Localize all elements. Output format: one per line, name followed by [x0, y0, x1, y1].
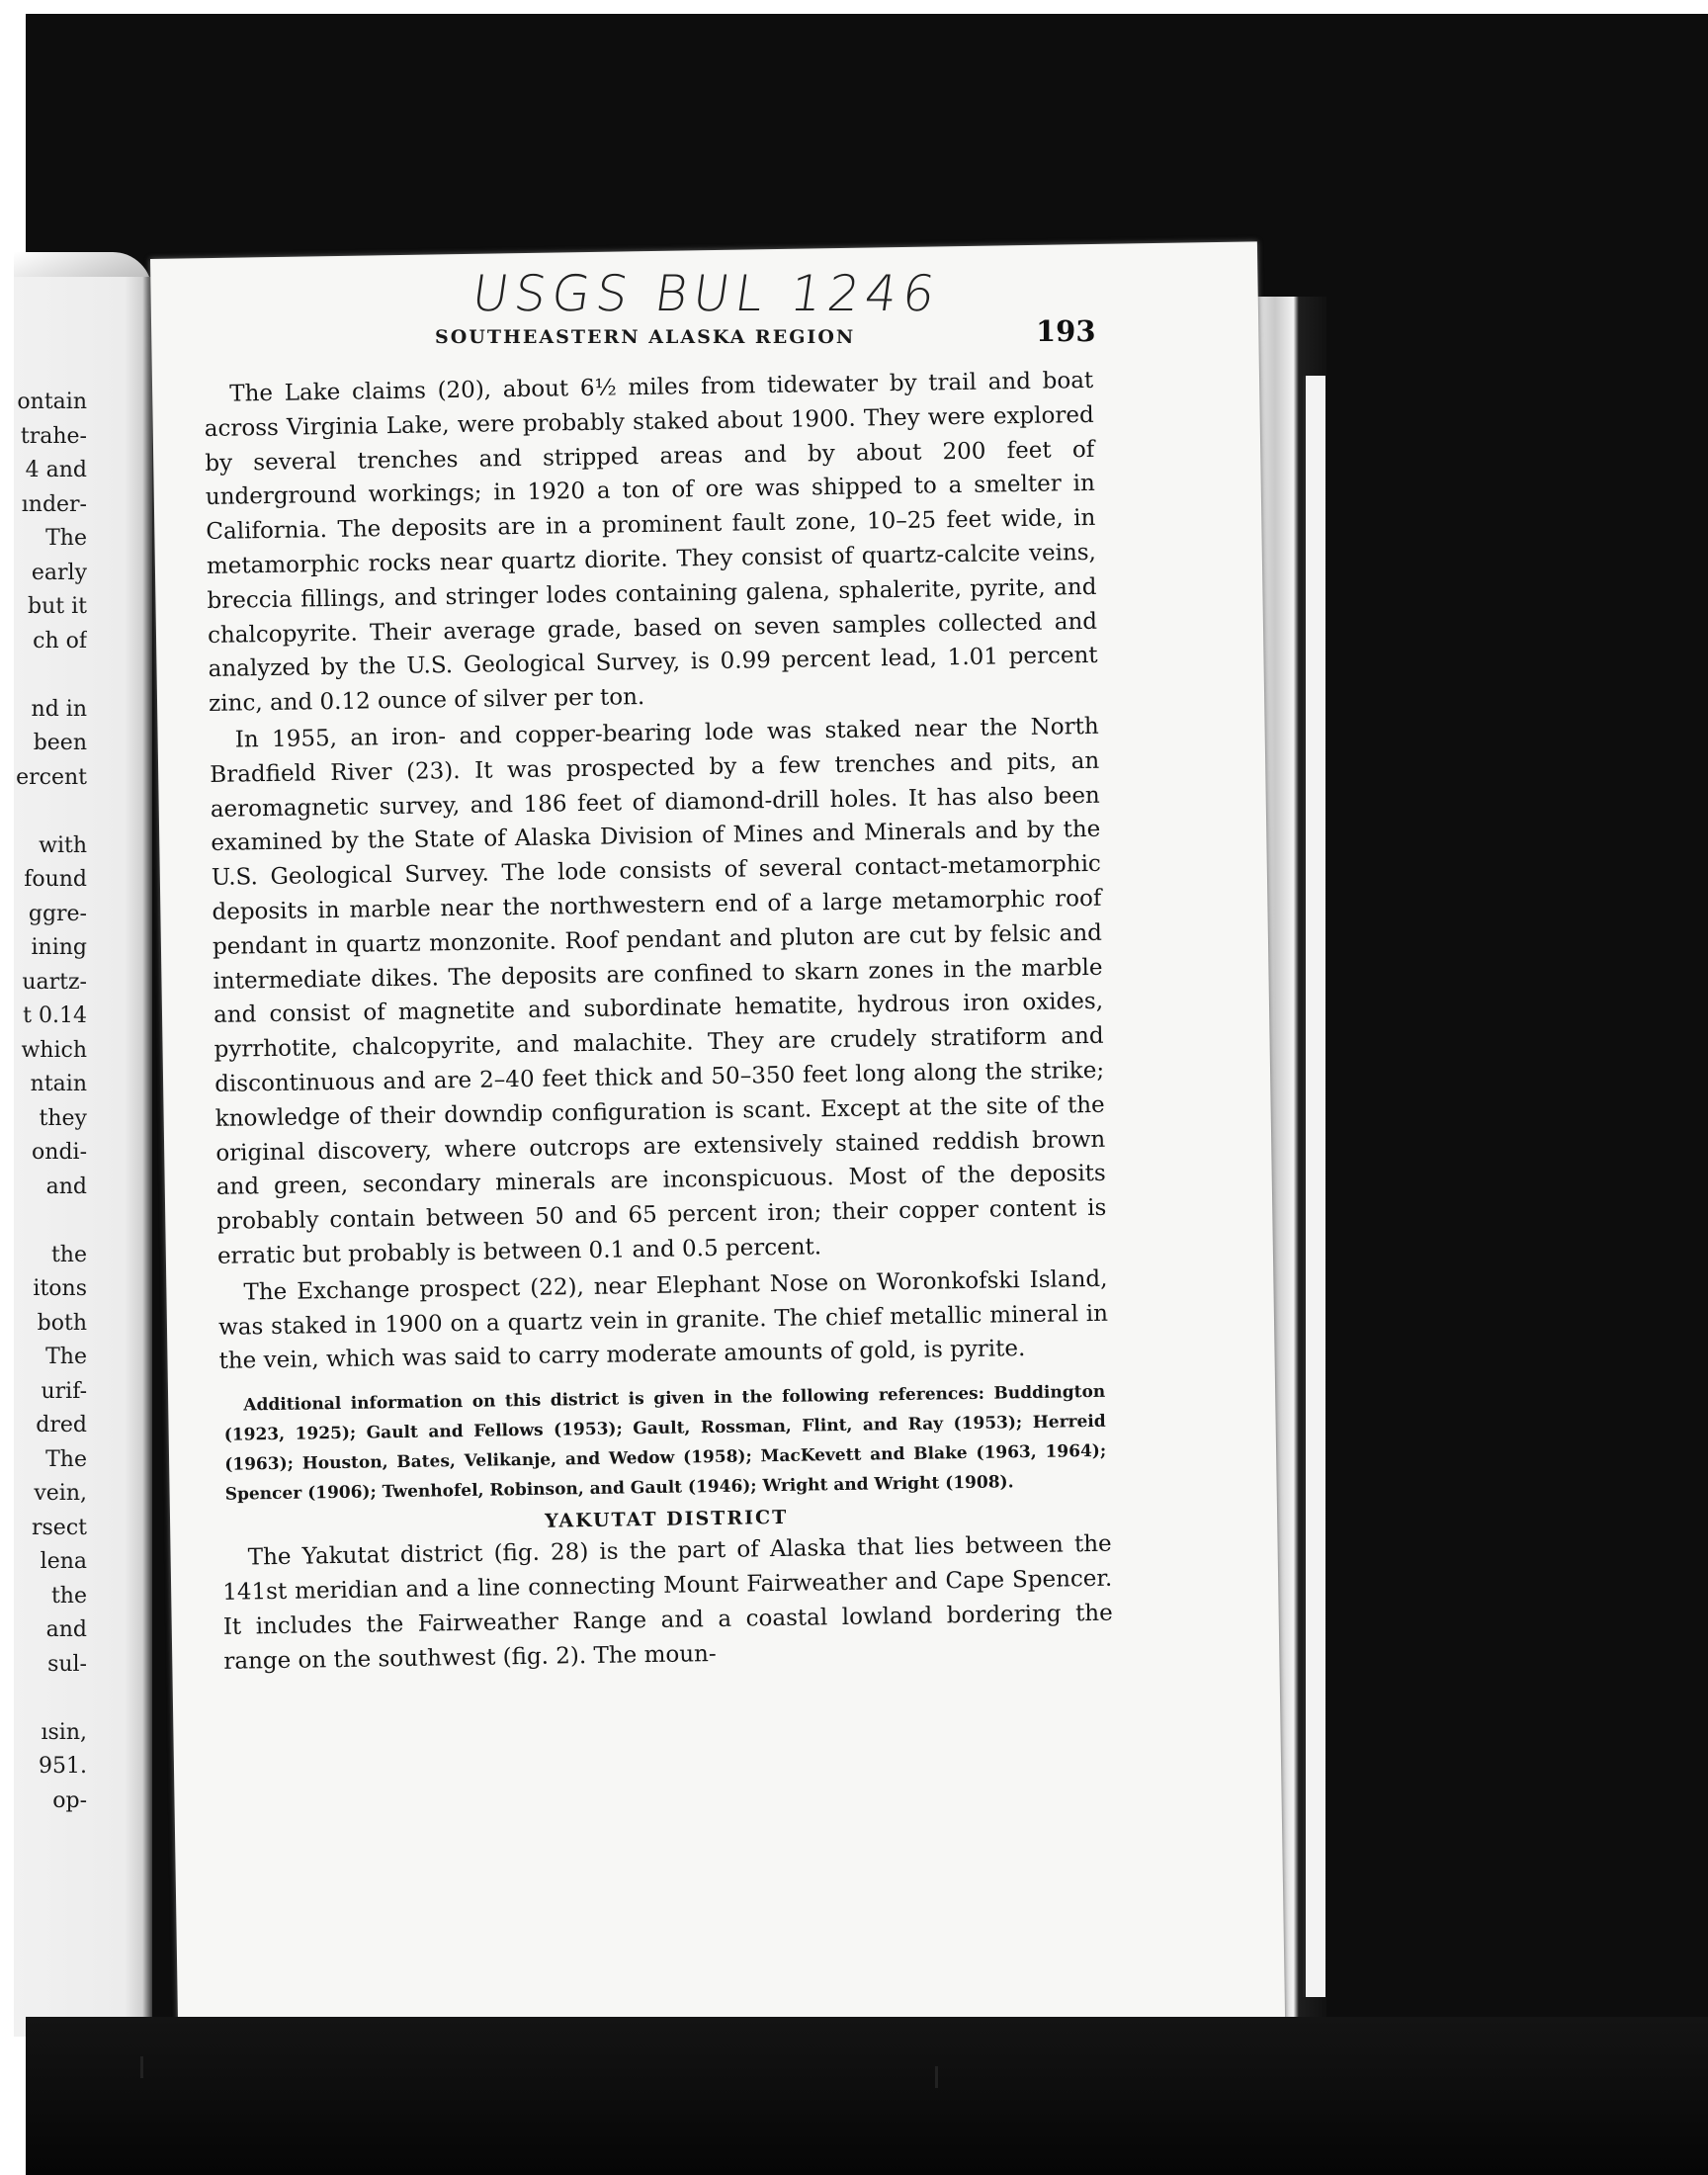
paragraph-exchange-prospect: The Exchange prospect (22), near Elephant Nose on Woronkofski Island, was staked in 1900 on a quartz vein in granite. The chief metallic mineral in the vein, which was said to carry moderate amounts of gold, is pyrite. — [217, 1265, 1109, 1375]
left-page-fragment: ısin, — [41, 1719, 87, 1745]
paragraph-lake-claims: The Lake claims (20), about 6½ miles from tidewater by trail and boat across Virginia Lake, were probably staked about 1900. They were explored by several trenches and stripped areas and by about 200 feet of underground workings; in 1920 a ton of ore was shipped to a smelter in California. The deposits are in a prominent fault zone, 10–25 feet wide, in metamorphic rocks near quartz diorite. They consist of quartz-calcite veins, breccia fillings, and stringer lodes containing galena, sphalerite, pyrite, and chalcopyrite. Their average grade, based on seven samples collected and analyzed by the U.S. Geological Survey, is 0.99 percent lead, 1.01 percent zinc, and 0.12 ounce of silver per ton. — [204, 367, 1098, 718]
left-page-fragment: The — [45, 526, 87, 551]
paragraph-yakutat-district: The Yakutat district (fig. 28) is the part of Alaska that lies between the 141st meridian and a line connecting Mount Fairweather and Cape Spencer. It includes the Fairweather Range and a coastal lowland bordering the range on the southwest (fig. 2). The moun- — [222, 1530, 1113, 1675]
left-page-fragment: with — [39, 832, 87, 858]
left-page-fragment — [16, 1204, 87, 1239]
left-page-fragment: ercent — [16, 764, 87, 790]
page-body — [204, 364, 1114, 1679]
left-page-text-fragments — [16, 386, 87, 1818]
left-page-fragment — [16, 1682, 87, 1716]
left-page-fragment: sul- — [47, 1651, 87, 1677]
left-page-fragment: nd in — [31, 696, 87, 722]
left-page-fragment: vein, — [34, 1481, 87, 1506]
left-page-fragment: ntain — [30, 1072, 87, 1096]
left-page-fragment: ınder- — [21, 491, 87, 517]
references-note: Additional information on this district is given in the following references: Buddington (1923, 1925); Gault and Fellows (1953); Gault, Rossman, Flint, and Ray (1953); Herreid (1963); Houston, Bates, Velikanje, and Wedow (1958); MacKevett and Blake (1963, 1964); Spencer (1906); Twenhofel, Robinson, and Gault (1946); Wright and Wright (1908). — [223, 1381, 1107, 1505]
back-page-strip — [1303, 376, 1325, 1997]
scan-mark — [935, 2066, 938, 2088]
left-page-fragment: both — [37, 1310, 87, 1336]
page-number: 193 — [1036, 314, 1096, 348]
left-page-fragment: been — [33, 731, 87, 755]
left-page-fragment: 4 and — [25, 458, 87, 482]
left-page-fragment — [16, 795, 87, 829]
section-heading: YAKUTAT DISTRICT — [544, 1506, 789, 1532]
left-page-fragment: lena — [40, 1549, 87, 1574]
left-page-fragment: the — [50, 1242, 87, 1267]
left-page-fragment: rsect — [32, 1515, 87, 1540]
left-page-fragment: uartz- — [22, 969, 87, 995]
left-page-fragment: found — [24, 867, 87, 892]
left-page-fragment: op- — [52, 1787, 87, 1813]
left-page-fragment: The — [45, 1446, 87, 1472]
left-page-fragment: the — [50, 1583, 87, 1609]
left-page-fragment: ining — [31, 935, 87, 960]
left-page-fragment: t 0.14 — [23, 1003, 87, 1028]
left-page-fragment: urif- — [41, 1378, 87, 1404]
left-page-fragment: ggre- — [28, 901, 87, 926]
left-page-fragment: The — [45, 1345, 87, 1369]
left-page-fragment: trahe- — [20, 423, 87, 449]
left-page-fragment: and — [45, 1617, 87, 1642]
handwritten-annotation: USGS BUL 1246 — [468, 265, 945, 322]
left-page-fragment: ondi- — [32, 1140, 87, 1165]
left-page-fragment: ch of — [33, 628, 87, 653]
left-page-fragment: dred — [36, 1413, 87, 1437]
left-page-fragment: but it — [28, 594, 87, 619]
left-page-fragment: which — [21, 1037, 87, 1063]
left-page-fragment — [16, 658, 87, 693]
left-page-fragment: ontain — [17, 390, 87, 414]
left-page-fragment: and — [45, 1174, 87, 1199]
scan-mark — [140, 2056, 143, 2078]
paragraph-north-bradfield: In 1955, an iron- and copper-bearing lode was staked near the North Bradfield River (23). It was prospected by a few trenches and pits, an aeromagnetic survey, and 186 feet of diamond-drill holes. It has also been examined by the State of Alaska Division of Mines and Minerals and by the U.S. Geological Survey. The lode consists of several contact-metamorphic deposits in marble near the northwestern end of a large metamorphic roof pendant in quartz monzonite. Roof pendant and pluton are cut by felsic and intermediate dikes. The deposits are confined to skarn zones in the marble and consist of magnetite and subordinate hematite, hydrous iron oxides, pyrrhotite, chalcopyrite, and malachite. They are crudely stratiform and discontinuous and are 2–40 feet thick and 50–350 feet long along the strike; knowledge of their downdip configuration is scant. Except at the site of the original discovery, where outcrops are extensively stained reddish brown and green, secondary minerals are inconspicuous. Most of the deposits probably contain between 50 and 65 percent iron; their copper content is erratic but probably is between 0.1 and 0.5 percent. — [210, 713, 1107, 1269]
left-page-fragment: itons — [33, 1276, 87, 1301]
left-page-fragment: early — [31, 560, 87, 585]
running-head: SOUTHEASTERN ALASKA REGION — [435, 326, 856, 348]
book-bottom-shadow — [26, 2017, 1708, 2175]
left-page-fragment: they — [39, 1105, 87, 1131]
left-page-fragment: 951. — [39, 1754, 87, 1779]
